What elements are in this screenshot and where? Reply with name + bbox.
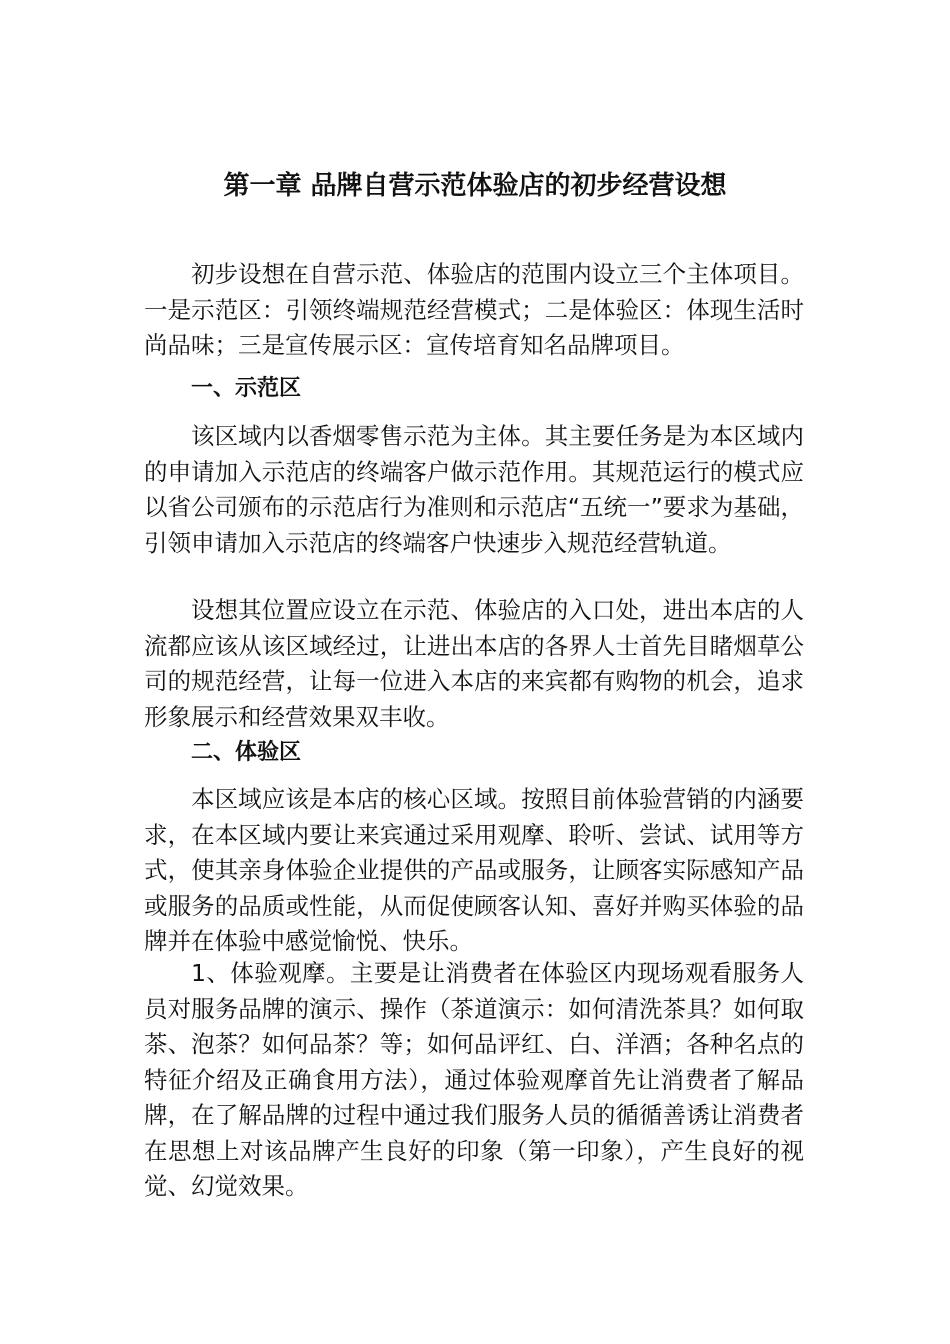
demo-zone-paragraph-2: 设想其位置应设立在示范、体验店的入口处，进出本店的人流都应该从该区域经过，让进出本店的各界人士首先目睹烟草公司的规范经营，让每一位进入本店的来宾都有购物的机会，追求形象展示和经营效果双丰收。 xyxy=(144,596,804,731)
section-heading-demo-zone: 一、示范区 xyxy=(191,376,302,401)
experience-zone-paragraph-1: 本区域应该是本店的核心区域。按照目前体验营销的内涵要求，在本区域内要让来宾通过采用观摩、聆听、尝试、试用等方式，使其亲身体验企业提供的产品或服务，让顾客实际感知产品或服务的品质或性能，从而促使顾客认知、喜好并购买体验的品牌并在体验中感觉愉悦、快乐。 xyxy=(144,785,804,955)
chapter-title: 第一章 品牌自营示范体验店的初步经营设想 xyxy=(223,171,727,201)
section-heading-experience-zone: 二、体验区 xyxy=(191,740,302,765)
demo-zone-paragraph-1: 该区域内以香烟零售示范为主体。其主要任务是为本区域内的申请加入示范店的终端客户做示范作用。其规范运行的模式应以省公司颁布的示范店行为准则和示范店“五统一”要求为基础，引领申请加入示范店的终端客户快速步入规范经营轨道。 xyxy=(144,422,804,557)
experience-zone-paragraph-2: 1、体验观摩。主要是让消费者在体验区内现场观看服务人员对服务品牌的演示、操作（茶道演示：如何清洗茶具？如何取茶、泡茶？如何品茶？等；如何品评红、白、洋酒；各种名点的特征介绍及正确食用方法），通过体验观摩首先让消费者了解品牌，在了解品牌的过程中通过我们服务人员的循循善诱让消费者在思想上对该品牌产生良好的印象（第一印象），产生良好的视觉、幻觉效果。 xyxy=(144,959,804,1200)
intro-paragraph: 初步设想在自营示范、体验店的范围内设立三个主体项目。一是示范区：引领终端规范经营模式；二是体验区：体现生活时尚品味；三是宣传展示区：宣传培育知名品牌项目。 xyxy=(144,260,804,359)
